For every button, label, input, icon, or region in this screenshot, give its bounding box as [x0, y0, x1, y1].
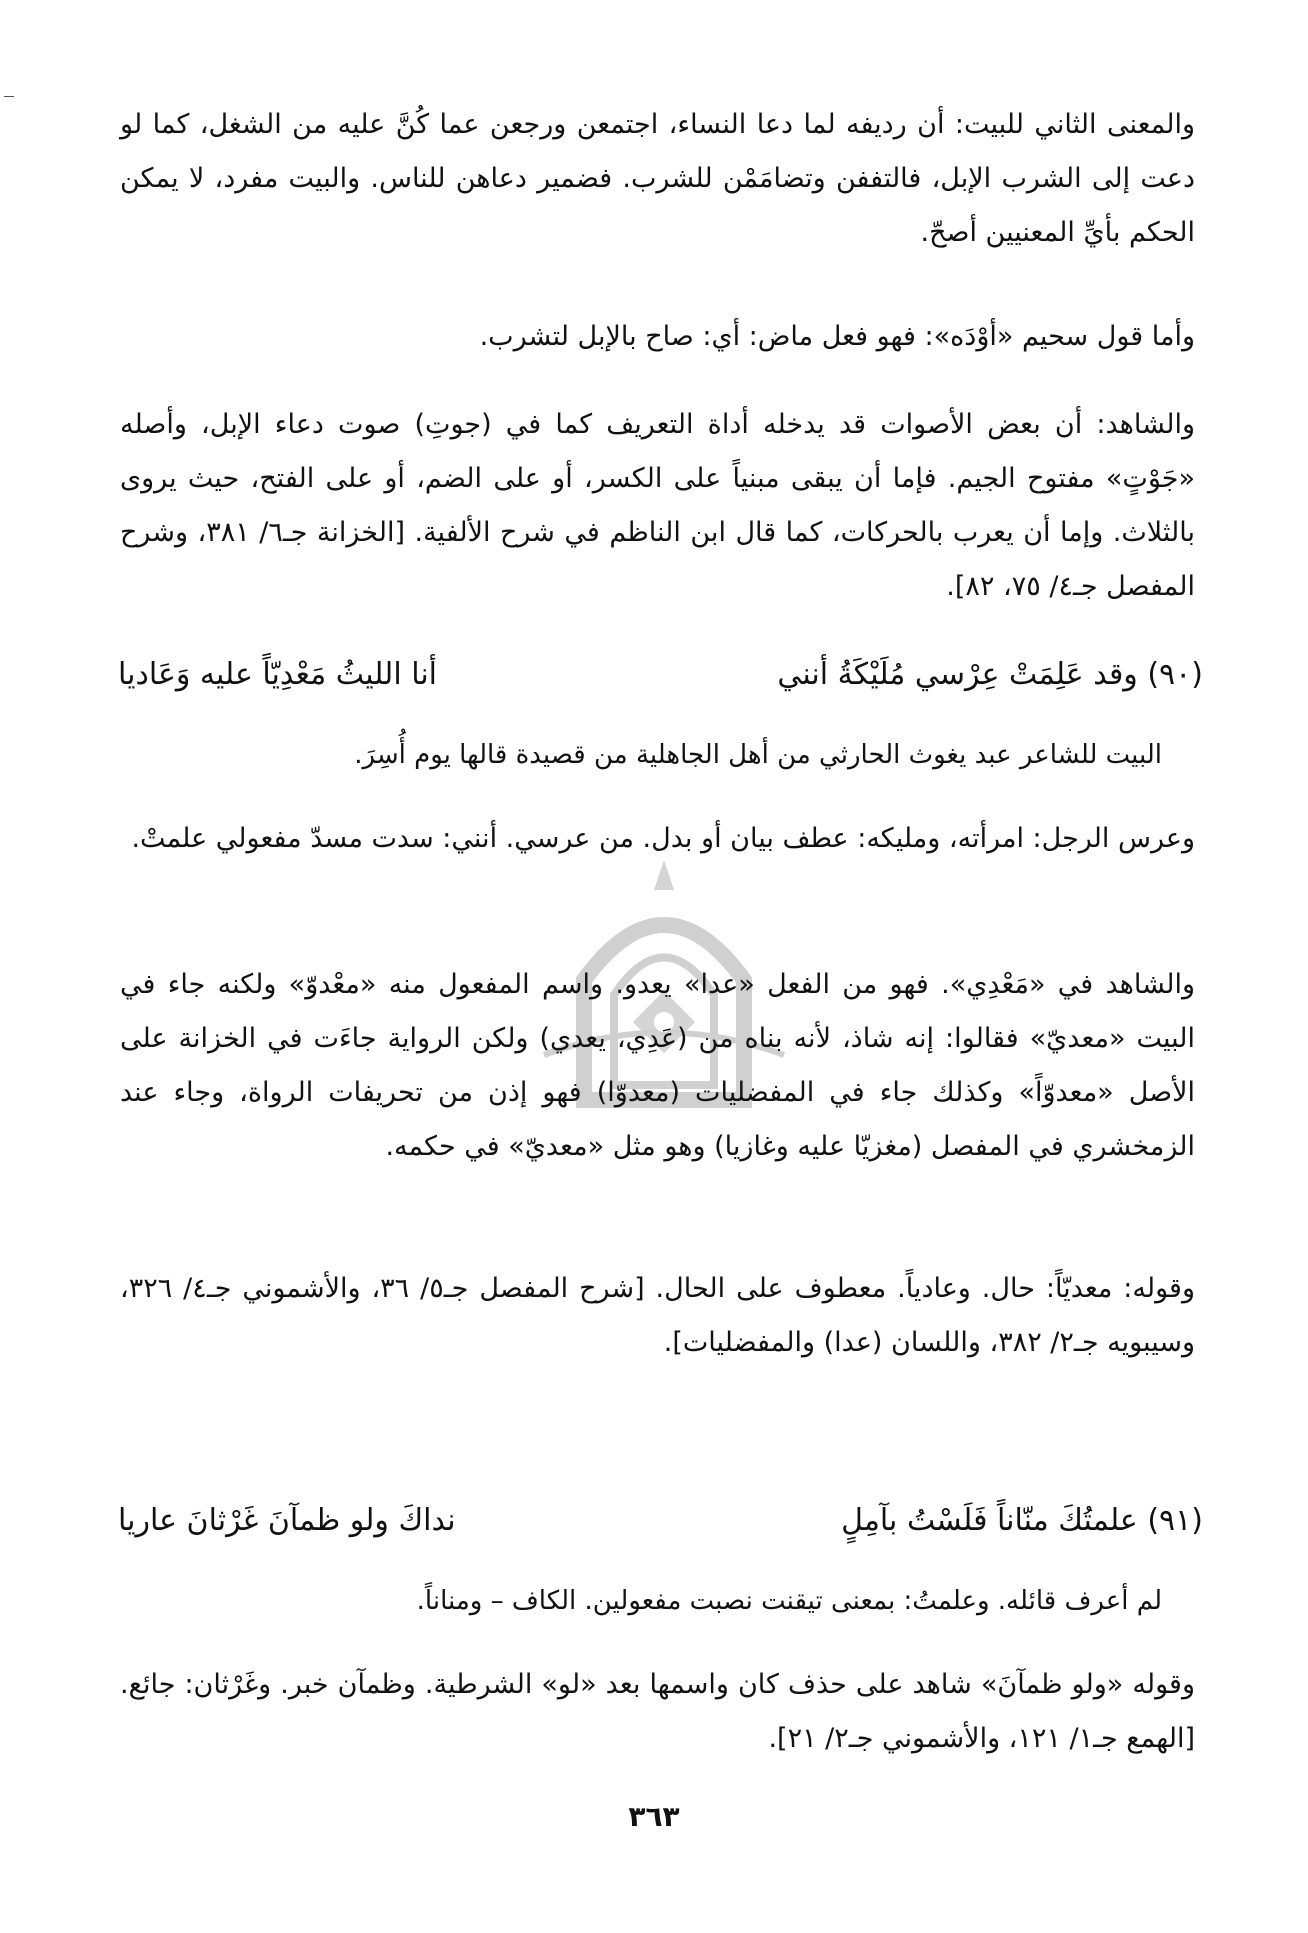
paragraph-verse-90-attribution: البيت للشاعر عبد يغوث الحارثي من أهل الجاهلية من قصيدة قالها يوم أُسِرَ. — [354, 740, 1162, 770]
margin-mark — [4, 96, 14, 97]
paragraph-shahid-jawt: والشاهد: أن بعض الأصوات قد يدخله أداة التعريف كما في (جوتِ) صوت دعاء الإبل، وأصله «جَوْتٍ» مفتوح الجيم. فإما أن يبقى مبنياً على الكسر، أو على الضم، أو على الفتح، حيث يروى بالثلاث. وإما أن يعرب بالحركات، كما قال ابن الناظم في شرح الألفية. [الخزانة جـ٦/ ٣٨١، وشرح المفصل جـ٤/ ٧٥، ٨٢]. — [120, 409, 1195, 602]
verse-91-second-hemistich: نداكَ ولو ظمآنَ غَرْثانَ عاريا — [118, 1503, 456, 1538]
paragraph-shahid-madi: والشاهد في «مَعْدِي». فهو من الفعل «عدا» يعدو. واسم المفعول منه «معْدوّ» ولكنه جاء في البيت «معديّ» فقالوا: إنه شاذ، لأنه بناه من (عَدِي، يعدي) ولكن الرواية جاءَت في الخزانة على الأصل «معدوّاً» وكذلك جاء في المفضليات (معدوّا) فهو إذن من تحريفات الرواة، وجاء عند الزمخشري في المفصل (مغزيّا عليه وغازيا) وهو مثل «معديّ» في حكمه. — [120, 969, 1195, 1162]
paragraph-law-zamaan: وقوله «ولو ظمآنَ» شاهد على حذف كان واسمها بعد «لو» الشرطية. وظمآن خبر. وغَرْثان: جائع. [الهمع جـ١/ ١٢١، والأشموني جـ٢/ ٢١]. — [120, 1669, 1195, 1754]
verse-90 — [118, 648, 1203, 702]
verse-91 — [118, 1494, 1203, 1548]
paragraph-wife-meaning: وعرس الرجل: امرأته، ومليكه: عطف بيان أو بدل. من عرسي. أنني: سدت مسدّ مفعولي علمتْ. — [131, 823, 1195, 854]
paragraph-verse-91-attribution: لم أعرف قائله. وعلمتُ: بمعنى تيقنت نصبت مفعولين. الكاف – ومناناً. — [416, 1586, 1162, 1616]
paragraph-second-meaning: والمعنى الثاني للبيت: أن رديفه لما دعا النساء، اجتمعن ورجعن عما كُنَّ عليه من الشغل، كما لو دعت إلى الشرب الإبل، فالتففن وتضامَمْن للشرب. فضمير دعاهن للناس. والبيت مفرد، لا يمكن الحكم بأيِّ المعنيين أصحّ. — [120, 109, 1195, 248]
verse-91-first-text: علمتُكَ منّاناً فَلَسْتُ بآمِلٍ — [841, 1503, 1138, 1538]
verse-90-first-text: وقد عَلِمَتْ عِرْسي مُلَيْكَةُ أنني — [777, 657, 1138, 692]
verse-91-first-hemistich — [841, 1494, 1203, 1548]
verse-91-number: (٩١) — [1147, 1503, 1203, 1538]
paragraph-suhaym-saying: وأما قول سحيم «أوْدَه»: فهو فعل ماض: أي: صاح بالإبل لتشرب. — [479, 321, 1195, 352]
verse-90-second-hemistich: أنا الليثُ مَعْدِيّاً عليه وَعَاديا — [118, 657, 438, 692]
verse-90-first-hemistich — [777, 648, 1203, 702]
page-number: ٣٦٣ — [628, 1800, 680, 1833]
verse-90-number: (٩٠) — [1147, 657, 1203, 692]
paragraph-madiyan-hal: وقوله: معديّاً: حال. وعادياً. معطوف على الحال. [شرح المفصل جـ٥/ ٣٦، والأشموني جـ٤/ ٣٢٦، وسيبويه جـ٢/ ٣٨٢، واللسان (عدا) والمفضليات]. — [120, 1273, 1195, 1358]
